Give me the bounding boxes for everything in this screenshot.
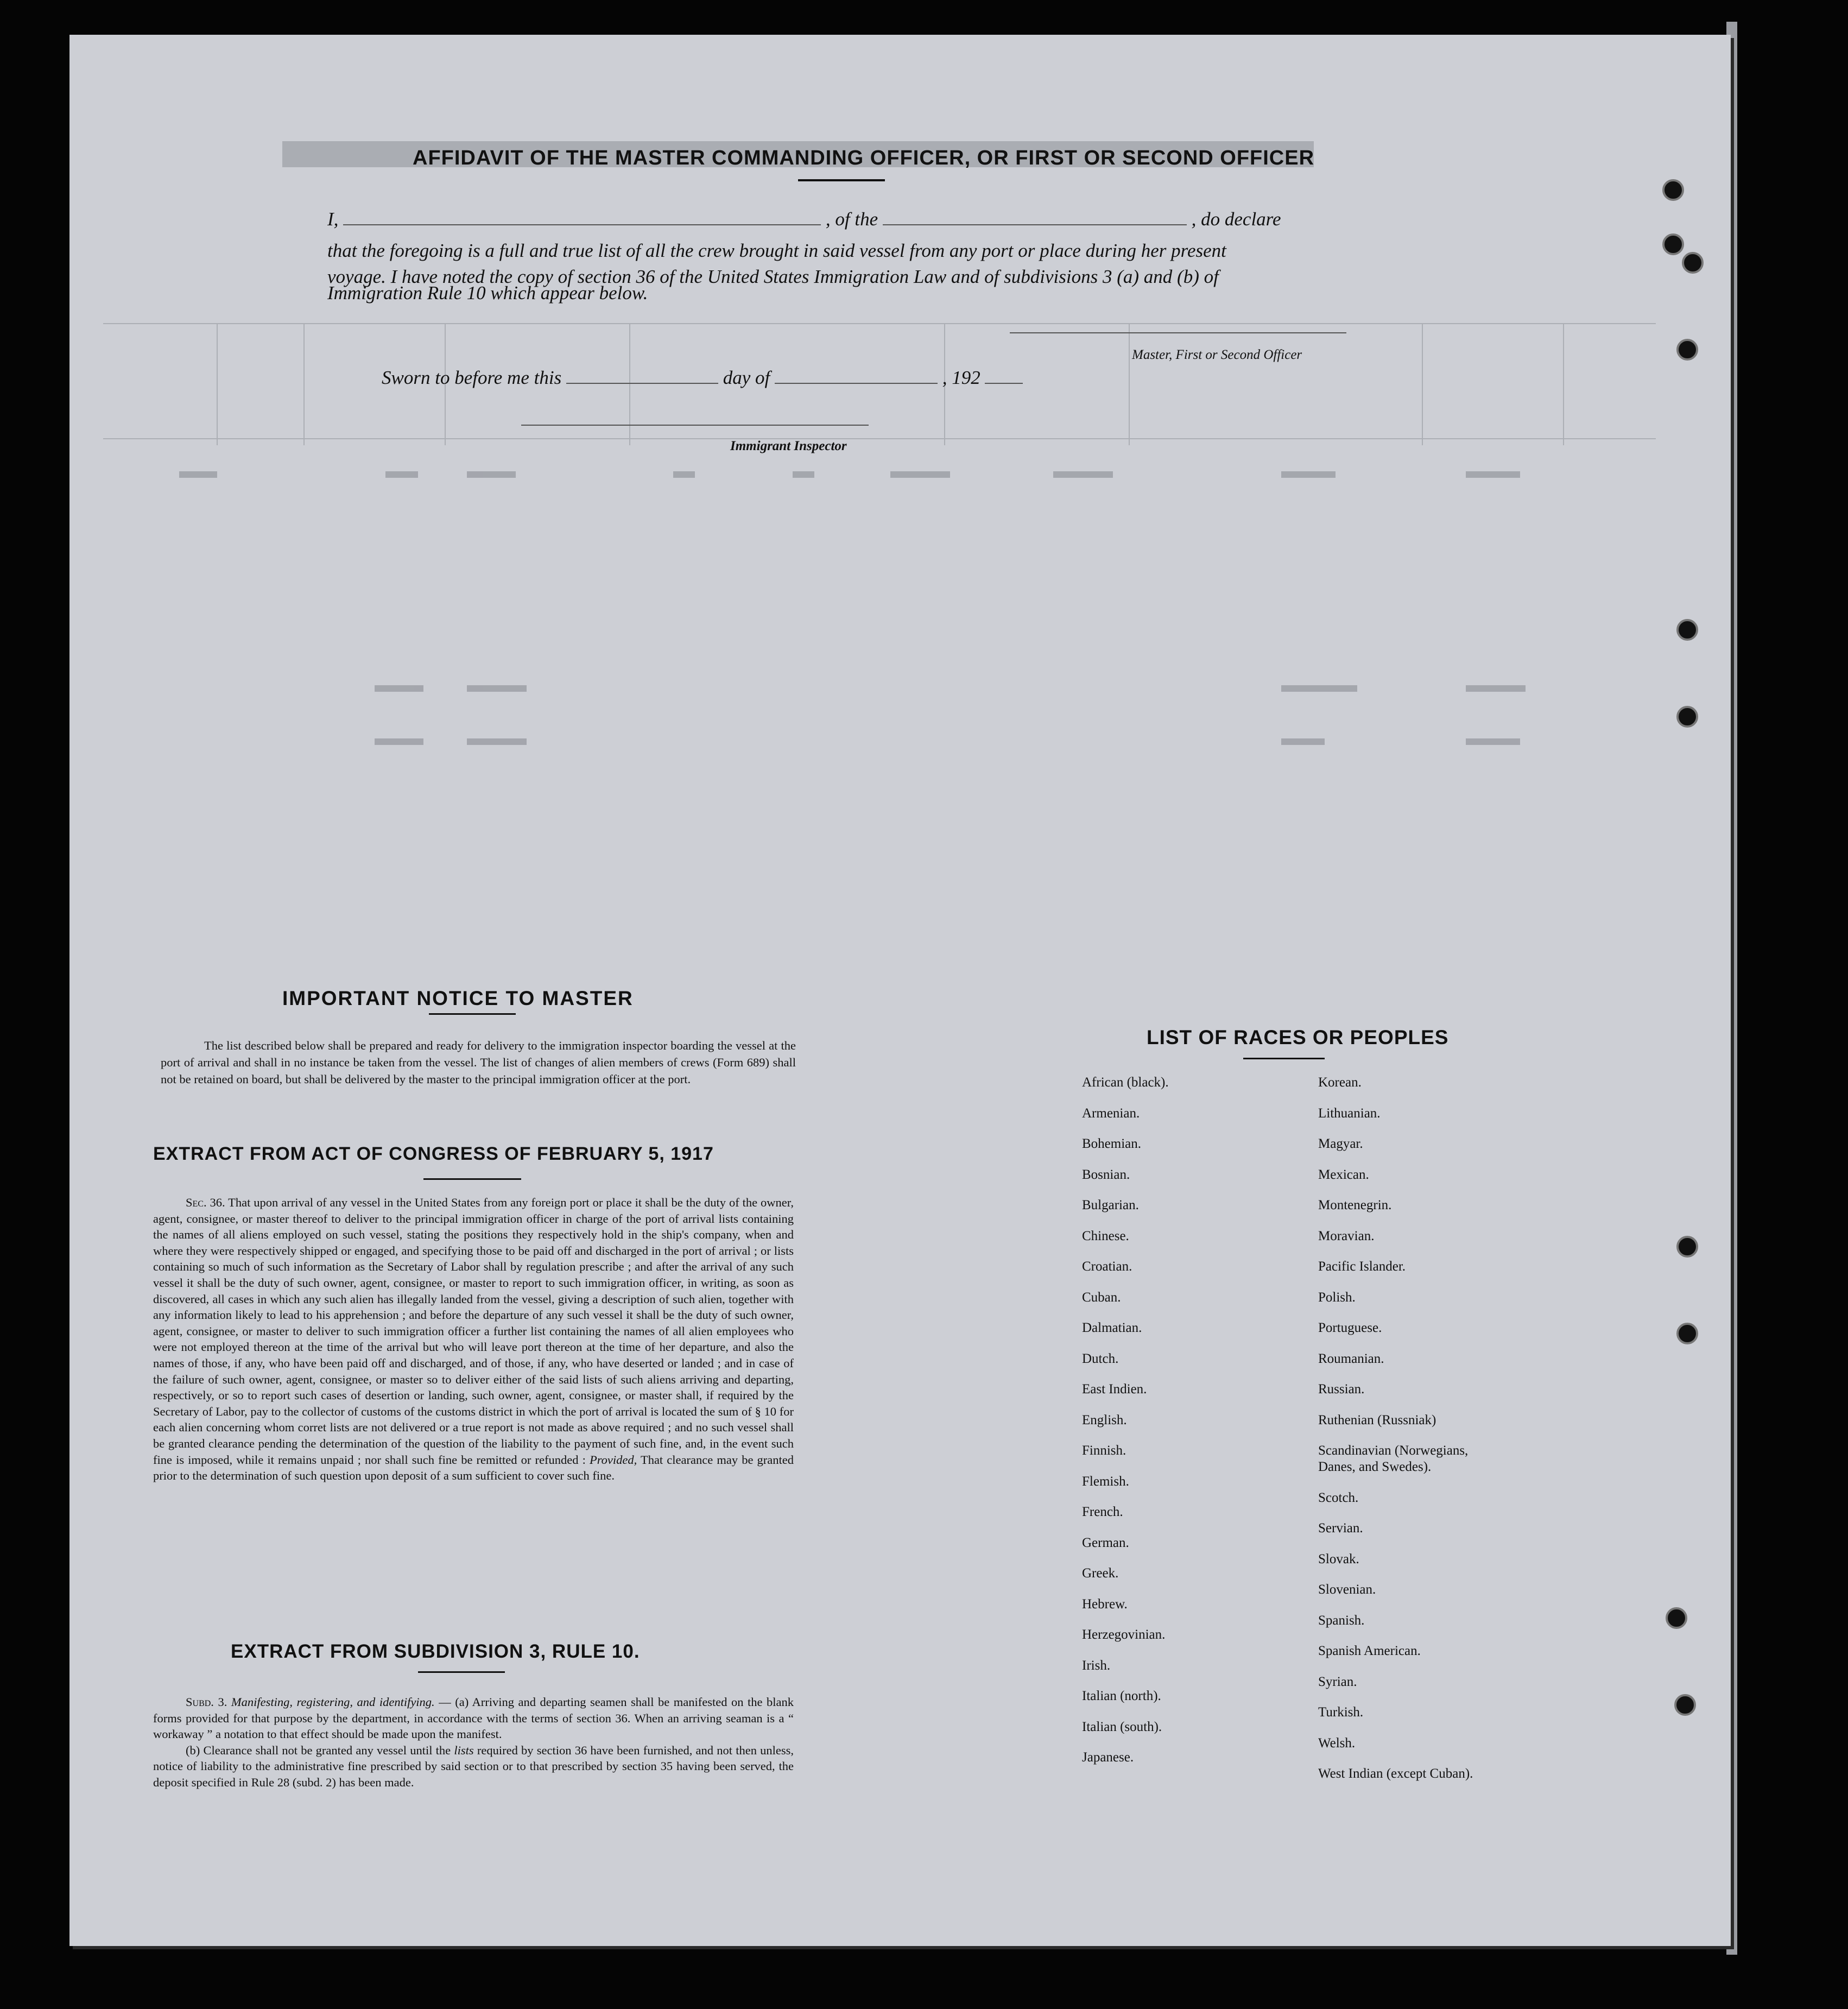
day-blank (566, 382, 718, 384)
affidavit-line-4: Immigration Rule 10 which appear below. (327, 282, 648, 304)
notice-underline (429, 1013, 516, 1015)
year-blank (985, 382, 1023, 384)
races-title: LIST OF RACES OR PEOPLES (1147, 1026, 1449, 1048)
race-item: Korean. (1318, 1075, 1362, 1090)
race-item: Finnish. (1082, 1443, 1126, 1458)
race-item: Irish. (1082, 1658, 1111, 1673)
races-left-column (1082, 1075, 1169, 1781)
affidavit-of-the: , of the (825, 209, 878, 230)
race-item: Turkish. (1318, 1705, 1364, 1720)
affidavit-i: I, (327, 209, 339, 230)
punch-hole (1682, 252, 1704, 274)
vessel-blank (883, 224, 1187, 225)
race-item: Russian. (1318, 1382, 1365, 1397)
notice-body: The list described below shall be prepared and ready for delivery to the immigration inspector boarding the vessel at the port of arrival and shall in no instance be taken from the vessel. The list of changes of alien members of crews (Form 689) shall not be retained on board, but shall be delivered by the master to the principal immigration officer at the port. (161, 1039, 796, 1086)
race-item: Mexican. (1318, 1167, 1369, 1182)
race-item: Servian. (1318, 1521, 1363, 1536)
race-item: Dalmatian. (1082, 1321, 1142, 1335)
rule10-lists: lists (454, 1743, 474, 1757)
races-underline (1243, 1058, 1325, 1059)
race-item: West Indian (except Cuban). (1318, 1766, 1473, 1781)
race-item: Lithuanian. (1318, 1105, 1381, 1121)
race-item: Italian (south). (1082, 1719, 1162, 1734)
sworn-day-of: day of (723, 367, 770, 388)
race-item: Slovak. (1318, 1551, 1359, 1566)
inspector-signature-line (521, 425, 869, 426)
punch-hole (1676, 1236, 1698, 1258)
race-item: Chinese. (1082, 1228, 1129, 1243)
act-underline (423, 1178, 521, 1180)
act-text-end: That clearance may be granted prior to the determination of such question upon deposit of a sum sufficient to cover such fine. (153, 1452, 794, 1483)
sworn-line (382, 367, 1023, 389)
races-right-column (1318, 1075, 1473, 1797)
race-item: East Indien. (1082, 1382, 1147, 1397)
race-item: Scotch. (1318, 1490, 1359, 1505)
race-item: Cuban. (1082, 1290, 1121, 1305)
punch-hole (1674, 1694, 1696, 1716)
act-text: That upon arrival of any vessel in the United States from any foreign port or place it shall be the duty of the owner, agent, consignee, or master thereof to deliver to the principal immigration officer in charge of the port of arrival lists containing the names of all aliens employed on such vessel, stating the positions they respectively hold in the ship's company, when and where they were respectively shipped or engaged, and specifying those to be paid off and discharged in the port of arrival ; or lists containing so much of such information as the Secretary of Labor shall by regulation prescribe ; and after the arrival of any such vessel it shall be the duty of such owner, agent, consignee, or master to report to such immigration officer, in writing, as soon as discovered, all cases in which any such alien has illegally landed from the vessel, giving a description of such alien, together with any information likely to lead to his apprehension ; and before the departure of any such vessel it shall be the duty of such owner, agent, consignee, or master to deliver to such immigration officer a further list containing the names of all alien employees who were not employed thereon at the time of the arrival but who will leave port thereon at the time of her departure, and also the names of those, if any, who have been paid off and discharged, and of those, if any, who have deserted or landed ; and in case of the failure of such owner, agent, consignee, or master so to deliver either of the said lists of such aliens arriving and departing, respectively, or so to report such cases of desertion or landing, such owner, agent, consignee, or master shall, if required by the Secretary of Labor, pay to the collector of customs of the customs district in which the port of arrival is located the sum of § 10 for each alien concerning whom corret lists are not delivered or a true report is not made as above required ; and no such vessel shall be granted clearance pending the determination of the question of the liability to the payment of such fine, and, in the event such fine is imposed, while it remains unpaid ; nor shall such fine be remitted or refunded : (153, 1196, 794, 1467)
race-item: Pacific Islander. (1318, 1259, 1406, 1274)
sworn-year: , 192 (942, 367, 980, 388)
title-underline (798, 179, 885, 181)
race-item: Italian (north). (1082, 1689, 1161, 1703)
race-item: Croatian. (1082, 1259, 1132, 1274)
act-title: EXTRACT FROM ACT OF CONGRESS OF FEBRUARY 5, 1917 (153, 1144, 714, 1164)
race-item: Ruthenian (Russniak) (1318, 1412, 1436, 1427)
race-item: African (black). (1082, 1075, 1169, 1090)
race-item: English. (1082, 1412, 1127, 1427)
rule10-title: EXTRACT FROM SUBDIVISION 3, RULE 10. (231, 1641, 640, 1662)
race-item: Portuguese. (1318, 1321, 1382, 1335)
race-item: German. (1082, 1535, 1129, 1550)
race-item: Greek. (1082, 1566, 1119, 1581)
rule10-subd-label: Subd. 3. (186, 1695, 227, 1709)
rule10-para-b-start: (b) Clearance shall not be granted any vessel until the (186, 1743, 451, 1757)
race-item: Polish. (1318, 1290, 1356, 1305)
month-blank (775, 382, 938, 384)
affidavit-line-2: that the foregoing is a full and true list of all the crew brought in said vessel from any port or place during her present (327, 240, 1226, 261)
race-item: Slovenian. (1318, 1582, 1376, 1597)
name-blank (343, 224, 821, 225)
race-item: Herzegovinian. (1082, 1627, 1166, 1642)
rule10-para-a (153, 1694, 794, 1742)
race-item: Japanese. (1082, 1750, 1134, 1765)
race-item: Bohemian. (1082, 1136, 1142, 1151)
race-item: Bosnian. (1082, 1167, 1130, 1182)
punch-hole (1676, 706, 1698, 728)
rule10-body (153, 1694, 794, 1791)
race-item: Roumanian. (1318, 1351, 1384, 1366)
act-body (153, 1195, 794, 1484)
rule10-para-a-text: — (a) Arriving and departing seamen shall be manifested on the blank forms provided for that purpose by the department, in accordance with the terms of section 36. When an arriving seaman is a “ workaway ” a notation to that effect should be made upon the manifest. (153, 1695, 794, 1741)
race-item: Moravian. (1318, 1228, 1375, 1243)
race-item: Bulgarian. (1082, 1198, 1139, 1212)
race-item: Welsh. (1318, 1735, 1356, 1751)
punch-hole (1676, 1323, 1698, 1344)
punch-hole (1676, 619, 1698, 641)
race-item: Dutch. (1082, 1351, 1119, 1366)
race-item: French. (1082, 1505, 1123, 1519)
punch-hole (1662, 233, 1684, 255)
race-item: Montenegrin. (1318, 1198, 1392, 1212)
notice-title: IMPORTANT NOTICE TO MASTER (282, 987, 634, 1009)
race-item: Syrian. (1318, 1674, 1357, 1689)
rule10-heading: Manifesting, registering, and identifying. (231, 1695, 435, 1709)
punch-hole (1662, 179, 1684, 201)
inspector-label: Immigrant Inspector (730, 439, 847, 453)
officer-label: Master, First or Second Officer (1132, 348, 1302, 362)
sworn-before: Sworn to before me this (382, 367, 562, 388)
race-item: Scandinavian (Norwegians, (1318, 1443, 1469, 1458)
race-item: Hebrew. (1082, 1596, 1128, 1612)
affidavit-line-3: voyage. I have noted the copy of section 36 of the United States Immigration Law and of subdivisions 3 (a) and (b) of (327, 266, 1219, 287)
act-provided: Provided, (589, 1452, 637, 1467)
act-section-label: Sec. 36. (186, 1196, 225, 1209)
punch-hole (1676, 339, 1698, 361)
rule10-para-b-end: required by section 36 have been furnished, and not then unless, notice of liability to the administrative fine prescribed by said section or to that prescribed by section 35 having been served, the deposit specified in Rule 28 (subd. 2) has been made. (153, 1743, 794, 1789)
affidavit-title: AFFIDAVIT OF THE MASTER COMMANDING OFFICER, OR FIRST OR SECOND OFFICER (413, 147, 1315, 169)
race-item: Magyar. (1318, 1136, 1363, 1151)
affidavit-do-declare: , do declare (1191, 209, 1281, 230)
race-item: Armenian. (1082, 1105, 1140, 1121)
race-item: Danes, and Swedes). (1318, 1460, 1432, 1474)
rule10-para-b (153, 1742, 794, 1791)
race-item: Spanish American. (1318, 1644, 1421, 1658)
affidavit-line-1 (327, 209, 1364, 230)
race-item: Spanish. (1318, 1613, 1365, 1628)
race-item: Flemish. (1082, 1474, 1129, 1489)
officer-signature-line (1010, 332, 1346, 333)
punch-hole (1666, 1607, 1687, 1629)
rule10-underline (418, 1671, 505, 1673)
